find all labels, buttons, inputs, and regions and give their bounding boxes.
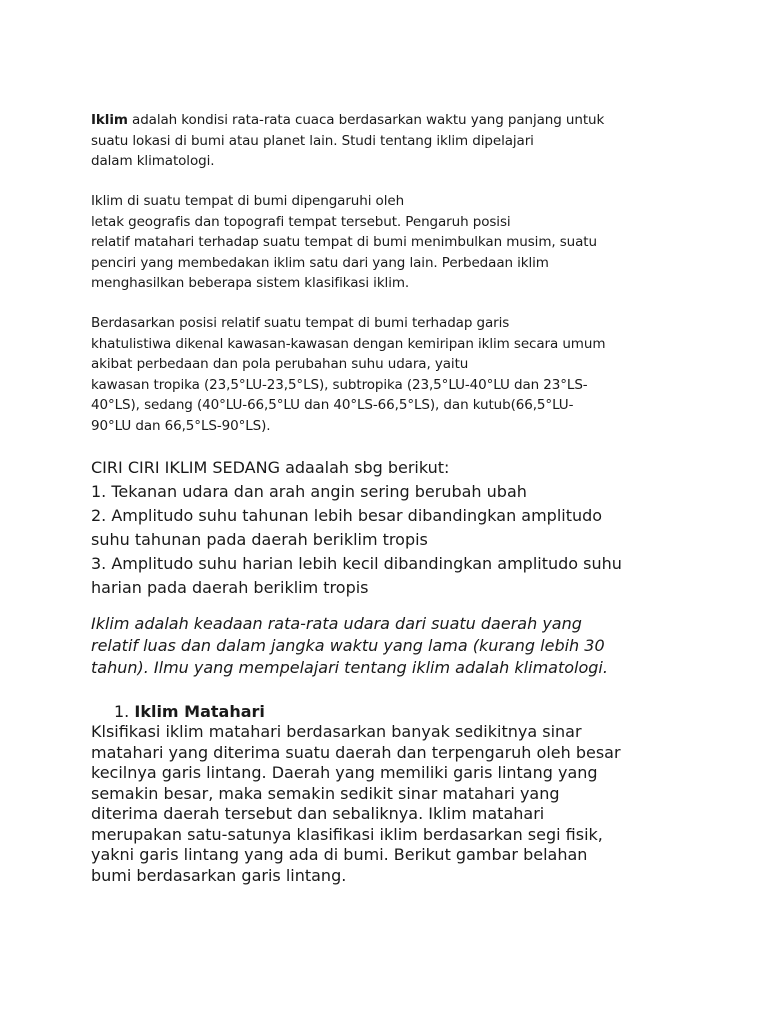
paragraph-line: khatulistiwa dikenal kawasan-kawasan dengan kemiripan iklim secara umum [91,335,606,352]
italic-line: tahun). Ilmu yang mempelajari tentang iklim adalah klimatologi. [91,658,608,677]
paragraph-line: penciri yang membedakan iklim satu dari yang lain. Perbedaan iklim [91,254,549,271]
paragraph-line: akibat perbedaan dan pola perubahan suhu udara, yaitu [91,356,469,372]
section-line: merupakan satu-satunya klasifikasi iklim berdasarkan segi fisik, [91,824,603,844]
section-title: Iklim Matahari [134,702,265,721]
paragraph-line: menghasilkan beberapa sistem klasifikasi iklim. [91,275,410,291]
section-line: Klsifikasi iklim matahari berdasarkan banyak sedikitnya sinar [91,722,582,741]
section-line: bumi berdasarkan garis lintang. [91,865,347,885]
section-number: 1. [114,702,130,721]
ciri-item-continuation: harian pada daerah beriklim tropis [91,578,369,597]
paragraph-text: adalah kondisi rata-rata cuaca berdasarkan waktu yang panjang untuk [127,112,605,128]
ciri-item-continuation: suhu tahunan pada daerah beriklim tropis [91,530,428,549]
section-line: matahari yang diterima suatu daerah dan terpengaruh oleh besar [91,742,621,762]
term-iklim: Iklim [91,112,128,128]
ciri-item: 2. Amplitudo suhu tahunan lebih besar dibandingkan amplitudo [91,506,603,525]
section-heading [114,701,265,723]
italic-line: relatif luas dan dalam jangka waktu yang lama (kurang lebih 30 [91,636,605,655]
paragraph-line [91,110,691,131]
italic-line: Iklim adalah keadaan rata-rata udara dari suatu daerah yang [91,614,582,633]
paragraph-line: Berdasarkan posisi relatif suatu tempat di bumi terhadap garis [91,315,510,331]
paragraph-line: 90°LU dan 66,5°LS-90°LS). [91,417,271,434]
ciri-item: 1. Tekanan udara dan arah angin sering berubah ubah [91,482,527,501]
paragraph-line: suatu lokasi di bumi atau planet lain. Studi tentang iklim dipelajari [91,132,534,149]
ciri-heading: CIRI CIRI IKLIM SEDANG adaalah sbg berikut: [91,458,450,477]
ciri-item: 3. Amplitudo suhu harian lebih kecil dibandingkan amplitudo suhu [91,554,622,573]
paragraph-line: Iklim di suatu tempat di bumi dipengaruhi oleh [91,193,405,209]
section-line: yakni garis lintang yang ada di bumi. Berikut gambar belahan [91,845,588,864]
section-line: diterima daerah tersebut dan sebaliknya. Iklim matahari [91,804,545,823]
paragraph-influence [91,191,691,294]
paragraph-line: 40°LS), sedang (40°LU-66,5°LU dan 40°LS-66,5°LS), dan kutub(66,5°LU- [91,397,574,413]
paragraph-line: kawasan tropika (23,5°LU-23,5°LS), subtropika (23,5°LU-40°LU dan 23°LS- [91,376,588,393]
ciri-iklim-sedang-list [91,456,691,600]
paragraph-zones [91,313,691,436]
italic-definition [91,613,691,679]
paragraph-line: letak geografis dan topografi tempat tersebut. Pengaruh posisi [91,213,511,230]
section-line: semakin besar, maka semakin sedikit sinar matahari yang [91,783,560,803]
section-line: kecilnya garis lintang. Daerah yang memiliki garis lintang yang [91,763,598,782]
paragraph-line: relatif matahari terhadap suatu tempat di bumi menimbulkan musim, suatu [91,234,597,250]
paragraph-definition [91,110,691,172]
section-body [91,722,691,886]
paragraph-line: dalam klimatologi. [91,153,215,169]
